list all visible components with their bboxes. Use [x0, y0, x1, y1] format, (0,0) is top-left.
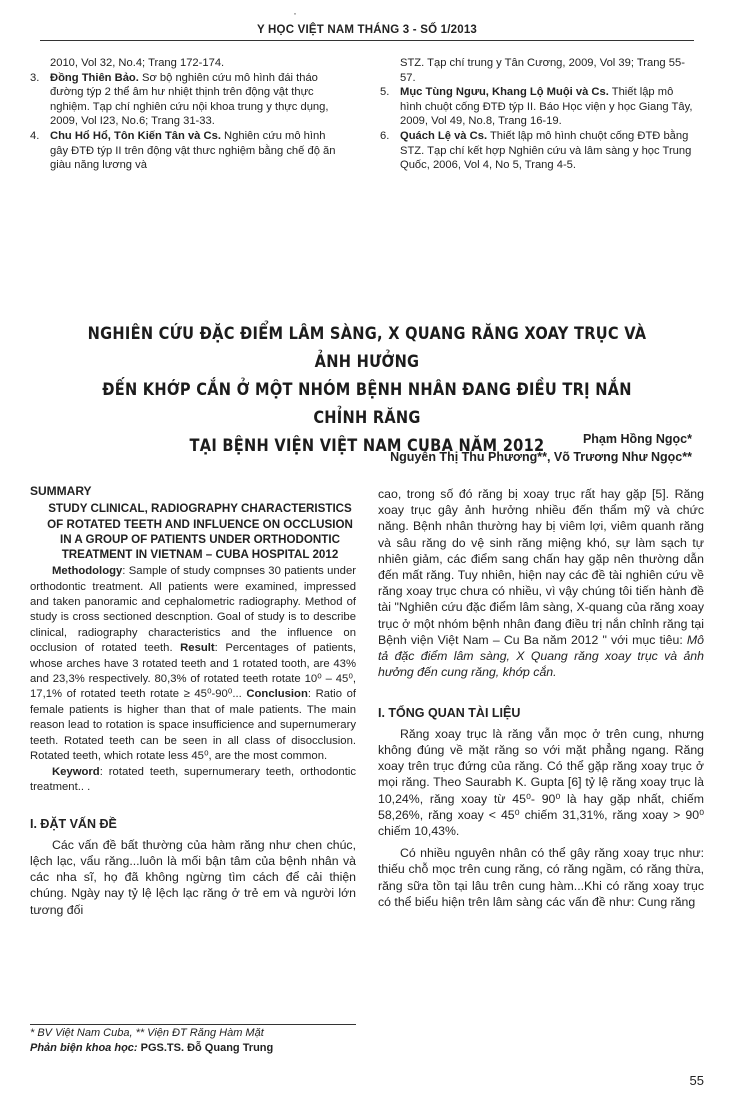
- left-text-column: [30, 484, 356, 918]
- footnote-divider: [30, 1024, 356, 1025]
- author-line-1: Phạm Hồng Ngọc*: [582, 432, 692, 446]
- reviewer-footnote: [30, 1042, 273, 1054]
- journal-header: Y HỌC VIỆT NAM THÁNG 3 - SỐ 1/2013: [40, 24, 694, 41]
- header-dot: ·: [293, 6, 297, 20]
- review-paragraph-1: Răng xoay trục là răng vẫn mọc ở trên cung, nhưng không đúng về mặt răng so với mặt phẳng ngang. Răng xoay trên trục đứng của răng. Có thể gặp răng xoay trục ở mọi răng. Theo Saurabh K. Gupta [6] tỷ lệ răng xoay trục là 10,24%, răng xoay từ 45⁰- 90⁰ là hay gặp nhất, chiếm 58,26%, răng xoay < 45⁰ chiếm 31,31%, răng xoay > 90⁰ chiếm 10,43%.: [378, 726, 704, 839]
- right-paragraph-1: [378, 486, 704, 680]
- article-title-line: ĐẾN KHỚP CẮN Ở MỘT NHÓM BỆNH NHÂN ĐANG ĐIỀU TRỊ NẮN CHỈNH RĂNG: [102, 380, 632, 428]
- conclusion-label: Conclusion: [246, 688, 308, 701]
- reference-item: [380, 129, 695, 173]
- references-left-column: [30, 56, 345, 173]
- reference-number: 5.: [380, 86, 390, 99]
- reference-number: 3.: [30, 71, 40, 84]
- reference-item: [30, 71, 345, 129]
- result-label: Result: [180, 642, 215, 655]
- section-heading-intro: I. ĐẶT VẤN ĐỀ: [30, 817, 117, 832]
- reviewer-name: PGS.TS. Đỗ Quang Trung: [137, 1042, 274, 1054]
- study-objective: Mô tả đặc điểm lâm sàng, X Quang răng xoay trục và ảnh hưởng đến cung răng, khớp cắn.: [378, 632, 704, 680]
- reference-authors: Quách Lệ và Cs.: [400, 129, 488, 142]
- conclusion-text: : Ratio of female patients is higher than that of male patients. The main reason lead to rotation is space insufficience and supernumerary teeth. Rotated teeth can be seen in all class of disocclusion. Rotated teeth, which rotate less 45⁰, are the most common.: [30, 688, 356, 763]
- reference-authors: Mục Tùng Ngưu, Khang Lộ Muội và Cs.: [400, 86, 609, 99]
- reference-authors: Đồng Thiên Bảo.: [50, 71, 139, 84]
- reference-text: Thiết lập mô hình chuột cống ĐTĐ bằng STZ. Tạp chí kết hợp Nghiên cứu và lâm sàng y học Trung Quốc, 2006, Vol 4, No 5, Trang 4-5.: [400, 129, 692, 172]
- author-line-2: Nguyễn Thị Thu Phương**, Võ Trương Như Ngọc**: [390, 450, 692, 464]
- intro-paragraph: Các vấn đề bất thường của hàm răng như chen chúc, lệch lạc, vẩu răng...luôn là mối bận tâm của bệnh nhân và các nha sĩ, họ đã không ngừng tìm cách để cải thiện chúng. Ngày nay tỷ lệ lệch lạc răng ở trẻ em và người lớn tương đối: [30, 837, 356, 917]
- reference-text: STZ. Tạp chí trung y Tân Cương, 2009, Vol 39; Trang 55-57.: [400, 57, 685, 84]
- reference-text: Nghiên cứu mô hình gây ĐTĐ týp II trên động vật thưc nghiệm bằng chế độ ăn giàu năng lương và: [50, 129, 336, 172]
- reference-text: 2010, Vol 32, No.4; Trang 172-174.: [50, 57, 225, 69]
- reference-number: 6.: [380, 129, 390, 142]
- summary-abstract: [30, 564, 356, 764]
- keyword-label: Keyword: [52, 765, 100, 778]
- english-title: STUDY CLINICAL, RADIOGRAPHY CHARACTERISTICS OF ROTATED TEETH AND INFLUENCE ON OCCLUSION IN A GROUP OF PATIENTS UNDER ORTHODONTIC TREATMENT IN VIETNAM – CUBA HOSPITAL 2012: [47, 502, 353, 562]
- article-title: [77, 320, 657, 460]
- reference-number: 4.: [30, 129, 40, 142]
- reference-item: [30, 129, 345, 173]
- article-title-line: TẠI BỆNH VIỆN VIỆT NAM CUBA NĂM 2012: [189, 436, 545, 456]
- right-text-column: [378, 486, 704, 910]
- review-paragraph-2: Có nhiều nguyên nhân có thể gây răng xoay trục như: thiếu chỗ mọc trên cung răng, có răng ngầm, có răng thừa, răng sữa tồn tại lâu trên cung hàm...Khi có răng xoay trục có thể biểu hiện trên lâm sàng các vấn đề như: Cung răng: [378, 846, 704, 909]
- reference-item: [380, 85, 695, 129]
- reference-item: [30, 56, 345, 71]
- references-right-column: [380, 56, 695, 173]
- article-title-line: NGHIÊN CỨU ĐẶC ĐIỂM LÂM SÀNG, X QUANG RĂNG XOAY TRỤC VÀ ẢNH HƯỞNG: [87, 324, 647, 372]
- reference-authors: Chu Hổ Hổ, Tôn Kiến Tân và Cs.: [50, 129, 221, 142]
- reference-text: Thiết lập mô hình chuột cống ĐTĐ týp II. Báo Học viện y học Giang Tây, 2009, Vol 49, No.8, Trang 16-19.: [400, 86, 693, 128]
- reference-text: Sơ bộ nghiên cứu mô hình đái tháo đường týp 2 thể âm hư nhiệt thịnh trên động vật thực nghiệm. Tạp chí nghiên cứu nội khoa trung y thực dụng, 2009, Vol I23, No.6; Trang 31-33.: [50, 71, 329, 128]
- keyword-paragraph: [30, 765, 356, 796]
- reference-item: [380, 56, 695, 85]
- result-text: : Percentages of patients, whose arches have 3 rotated teeth and 1 rotated tooth, are 43% and 23,3% respectively. 80,3% of rotated teeth rotate 10⁰ – 45⁰, 17,1% of rotated teeth rotate ≥ 45⁰-90⁰...: [30, 642, 356, 701]
- affiliation-footnote: * BV Việt Nam Cuba, ** Viện ĐT Răng Hàm Mặt: [30, 1027, 264, 1039]
- right-paragraph-1-text: cao, trong số đó răng bị xoay trục rất hay gặp [5]. Răng xoay trục gây ảnh hưởng nhiều đến thẩm mỹ và chức năng. Bệnh nhân thường hay bị viêm lợi, viêm quanh răng và sâu răng do vệ sinh răng miệng khó, sự làm sạch tự nhiên giảm, các điểm sang chấn hay gặp nên thường dẫn đến mất răng. Tuy nhiên, hiện nay các đề tài nghiên cứu về răng xoay trục chưa có nhiều, vì vậy chúng tôi tiến hành đề tài "Nghiên cứu đặc điểm lâm sàng, X-quang của răng xoay trục ở một nhóm bệnh nhân đang điều trị nắn chỉnh răng tại Bệnh viện Việt Nam – Cu Ba năm 2012 " với mục tiêu:: [378, 487, 704, 647]
- summary-heading: SUMMARY: [30, 484, 92, 498]
- page-number: 55: [689, 1073, 704, 1088]
- methodology-text: : Sample of study compnses 30 patients under orthodontic treatment. All patients were examined, impressed and taken panoramic and cephalometric radiography. Method of study is cross sectioned descnption. Goal of study is to describe clinical, radiography characteristics and the influence on occlusion of rotated teeth.: [30, 565, 356, 655]
- keyword-text: : rotated teeth, supernumerary teeth, orthodontic treatment.. .: [30, 765, 356, 793]
- reviewer-label: Phản biện khoa học:: [30, 1042, 138, 1054]
- section-heading-review: I. TỔNG QUAN TÀI LIỆU: [378, 706, 521, 721]
- methodology-label: Methodology: [52, 565, 123, 578]
